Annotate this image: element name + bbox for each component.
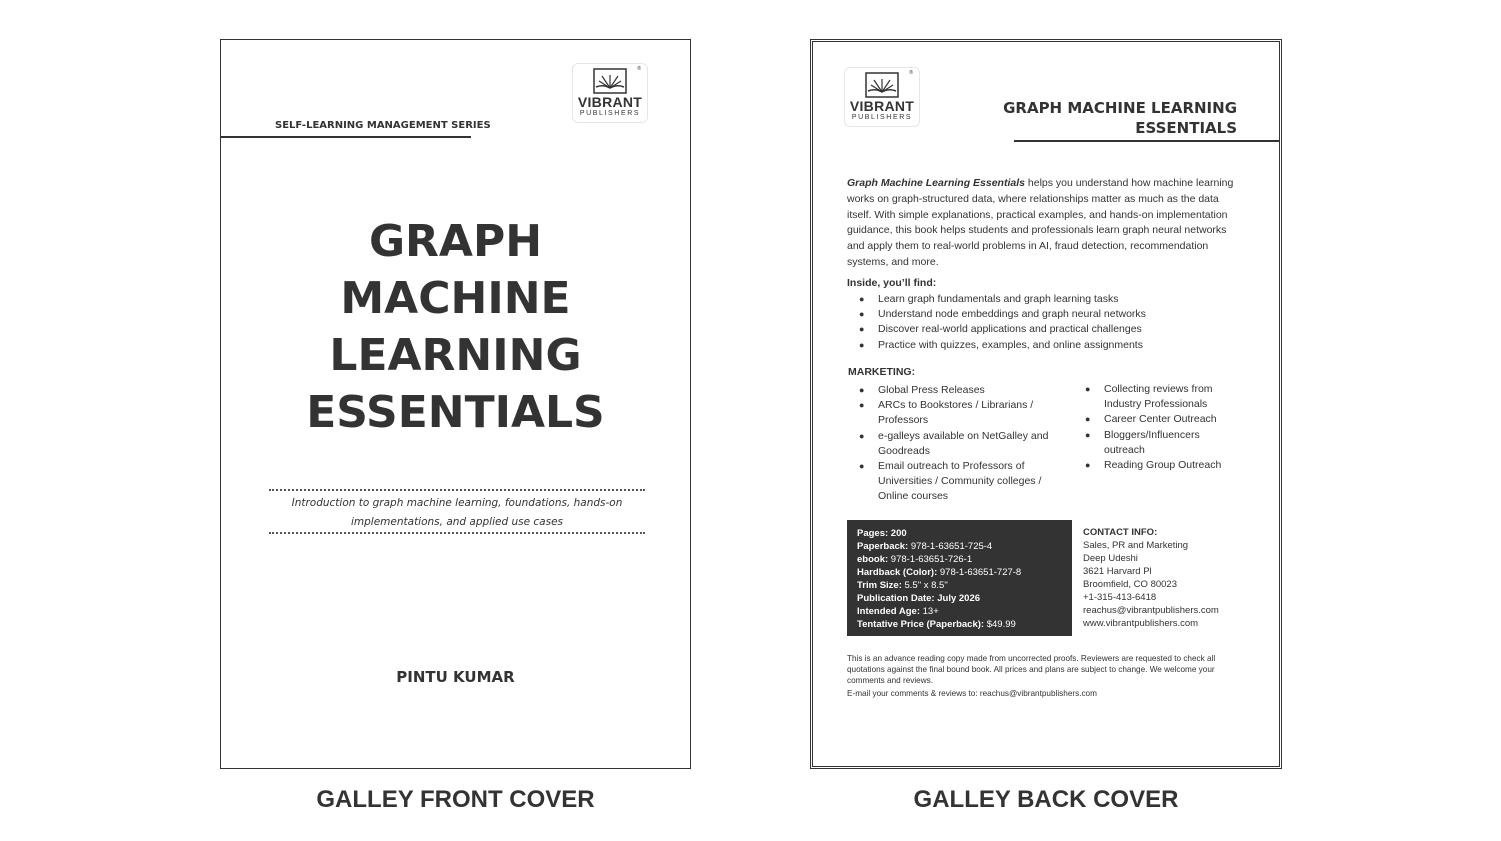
contact-info	[1083, 526, 1219, 630]
title-line: GRAPH MACHINE LEARNING	[1003, 99, 1237, 117]
logo-subtitle: PUBLISHERS	[851, 114, 913, 121]
logo-name: VIBRANT	[849, 98, 915, 114]
list-item: ● ARCs to Bookstores / Librarians / Professors	[847, 398, 1062, 428]
contact-phone: +1-315-413-6418	[1083, 592, 1157, 603]
galley-back-cover	[810, 39, 1282, 769]
spec-key: Intended Age:	[857, 606, 920, 617]
spec-row	[857, 605, 1062, 618]
title-line: MACHINE	[340, 273, 571, 324]
review-email-line: E-mail your comments & reviews to: reachus@vibrantpublishers.com	[847, 689, 1097, 698]
back-cover-caption: GALLEY BACK COVER	[913, 786, 1179, 813]
list-item: ● Reading Group Outreach	[1073, 458, 1243, 473]
spec-row	[857, 553, 1062, 566]
contact-heading: CONTACT INFO:	[1083, 527, 1158, 538]
contact-website: www.vibrantpublishers.com	[1083, 618, 1199, 629]
author-name: PINTU KUMAR	[396, 668, 515, 686]
spec-value: 978-1-63651-725-4	[908, 541, 993, 552]
title-underline	[1014, 140, 1280, 142]
list-item: ● Global Press Releases	[847, 383, 1062, 398]
spec-value: 978-1-63651-727-8	[937, 567, 1022, 578]
list-item: ● e-galleys available on NetGalley and Goodreads	[847, 429, 1062, 459]
book-specs-box	[847, 520, 1072, 636]
dotted-divider-bottom	[269, 532, 645, 534]
list-item: ● Understand node embeddings and graph neural networks	[847, 307, 1247, 322]
spec-value: 978-1-63651-726-1	[888, 554, 973, 565]
list-item: ● Learn graph fundamentals and graph learning tasks	[847, 292, 1247, 307]
spec-key: Trim Size:	[857, 580, 902, 591]
publisher-logo	[844, 67, 920, 127]
spec-value: 5.5" x 8.5"	[901, 580, 948, 591]
title-line: ESSENTIALS	[306, 387, 605, 438]
marketing-list-right	[1073, 382, 1243, 473]
dotted-divider-top	[269, 489, 645, 491]
spec-row	[857, 592, 1062, 605]
tagline	[269, 494, 645, 532]
marketing-heading: MARKETING:	[848, 366, 916, 378]
tagline-line: Introduction to graph machine learning, foundations, hands-on	[291, 497, 623, 509]
spec-key: Pages: 200	[857, 528, 907, 539]
description-text: helps you understand how machine learning works on graph-structured data, where relationships matter as much as the data itself. With simple explanations, practical examples, and hands-on implementation guidance, this book helps students and professionals learn graph neural networks and apply them to real-world problems in AI, fraud detection, recommendation systems, and more.	[847, 177, 1234, 268]
logo-name: VIBRANT	[577, 94, 643, 110]
front-cover-caption: GALLEY FRONT COVER	[316, 786, 595, 813]
spec-row	[857, 540, 1062, 553]
inside-list	[847, 292, 1247, 353]
inside-heading: Inside, you’ll find:	[847, 277, 937, 289]
spec-row	[857, 527, 1062, 540]
list-item: ● Collecting reviews from Industry Professionals	[1073, 382, 1243, 412]
title-line: LEARNING	[329, 330, 582, 381]
spec-key: ebook:	[857, 554, 889, 565]
galley-front-cover	[220, 39, 691, 769]
description-book-title: Graph Machine Learning Essentials	[847, 177, 1025, 189]
spec-value: 13+	[919, 606, 939, 617]
back-book-title	[1003, 98, 1237, 138]
registered-mark: ®	[909, 70, 913, 76]
book-title	[221, 213, 690, 441]
open-book-logo-icon	[593, 68, 627, 94]
title-line: ESSENTIALS	[1135, 119, 1237, 137]
spec-value: $49.99	[984, 619, 1016, 630]
marketing-list-left	[847, 383, 1062, 505]
list-item: ● Practice with quizzes, examples, and online assignments	[847, 338, 1247, 353]
title-line: GRAPH	[368, 216, 543, 267]
contact-line: Deep Udeshi	[1083, 553, 1138, 564]
open-book-logo-icon	[865, 72, 899, 98]
spec-row	[857, 579, 1062, 592]
spec-key: Paperback:	[857, 541, 909, 552]
contact-line: Broomfield, CO 80023	[1083, 579, 1177, 590]
contact-line: Sales, PR and Marketing	[1083, 540, 1189, 551]
spec-key: Tentative Price (Paperback):	[857, 619, 985, 630]
spec-row	[857, 566, 1062, 579]
publisher-logo	[572, 63, 648, 123]
list-item: ● Email outreach to Professors of Universities / Community colleges / Online courses	[847, 459, 1062, 505]
list-item: ● Career Center Outreach	[1073, 412, 1243, 427]
series-underline	[221, 136, 471, 138]
spec-row	[857, 618, 1062, 631]
series-label: SELF-LEARNING MANAGEMENT SERIES	[275, 120, 491, 131]
list-item: ● Discover real-world applications and practical challenges	[847, 322, 1247, 337]
book-description	[847, 176, 1237, 271]
list-item: ● Bloggers/Influencers outreach	[1073, 428, 1243, 458]
logo-subtitle: PUBLISHERS	[579, 110, 641, 117]
contact-email: reachus@vibrantpublishers.com	[1083, 605, 1219, 616]
tagline-line: implementations, and applied use cases	[350, 516, 564, 528]
contact-line: 3621 Harvard Pl	[1083, 566, 1152, 577]
spec-key: Publication Date: July 2026	[857, 593, 981, 604]
disclaimer-text: This is an advance reading copy made from uncorrected proofs. Reviewers are requested to check all quotations against the final bound book. All prices and plans are subject to change. We welcome your comments and reviews.	[847, 654, 1216, 685]
registered-mark: ®	[637, 66, 641, 72]
spec-key: Hardback (Color):	[857, 567, 938, 578]
